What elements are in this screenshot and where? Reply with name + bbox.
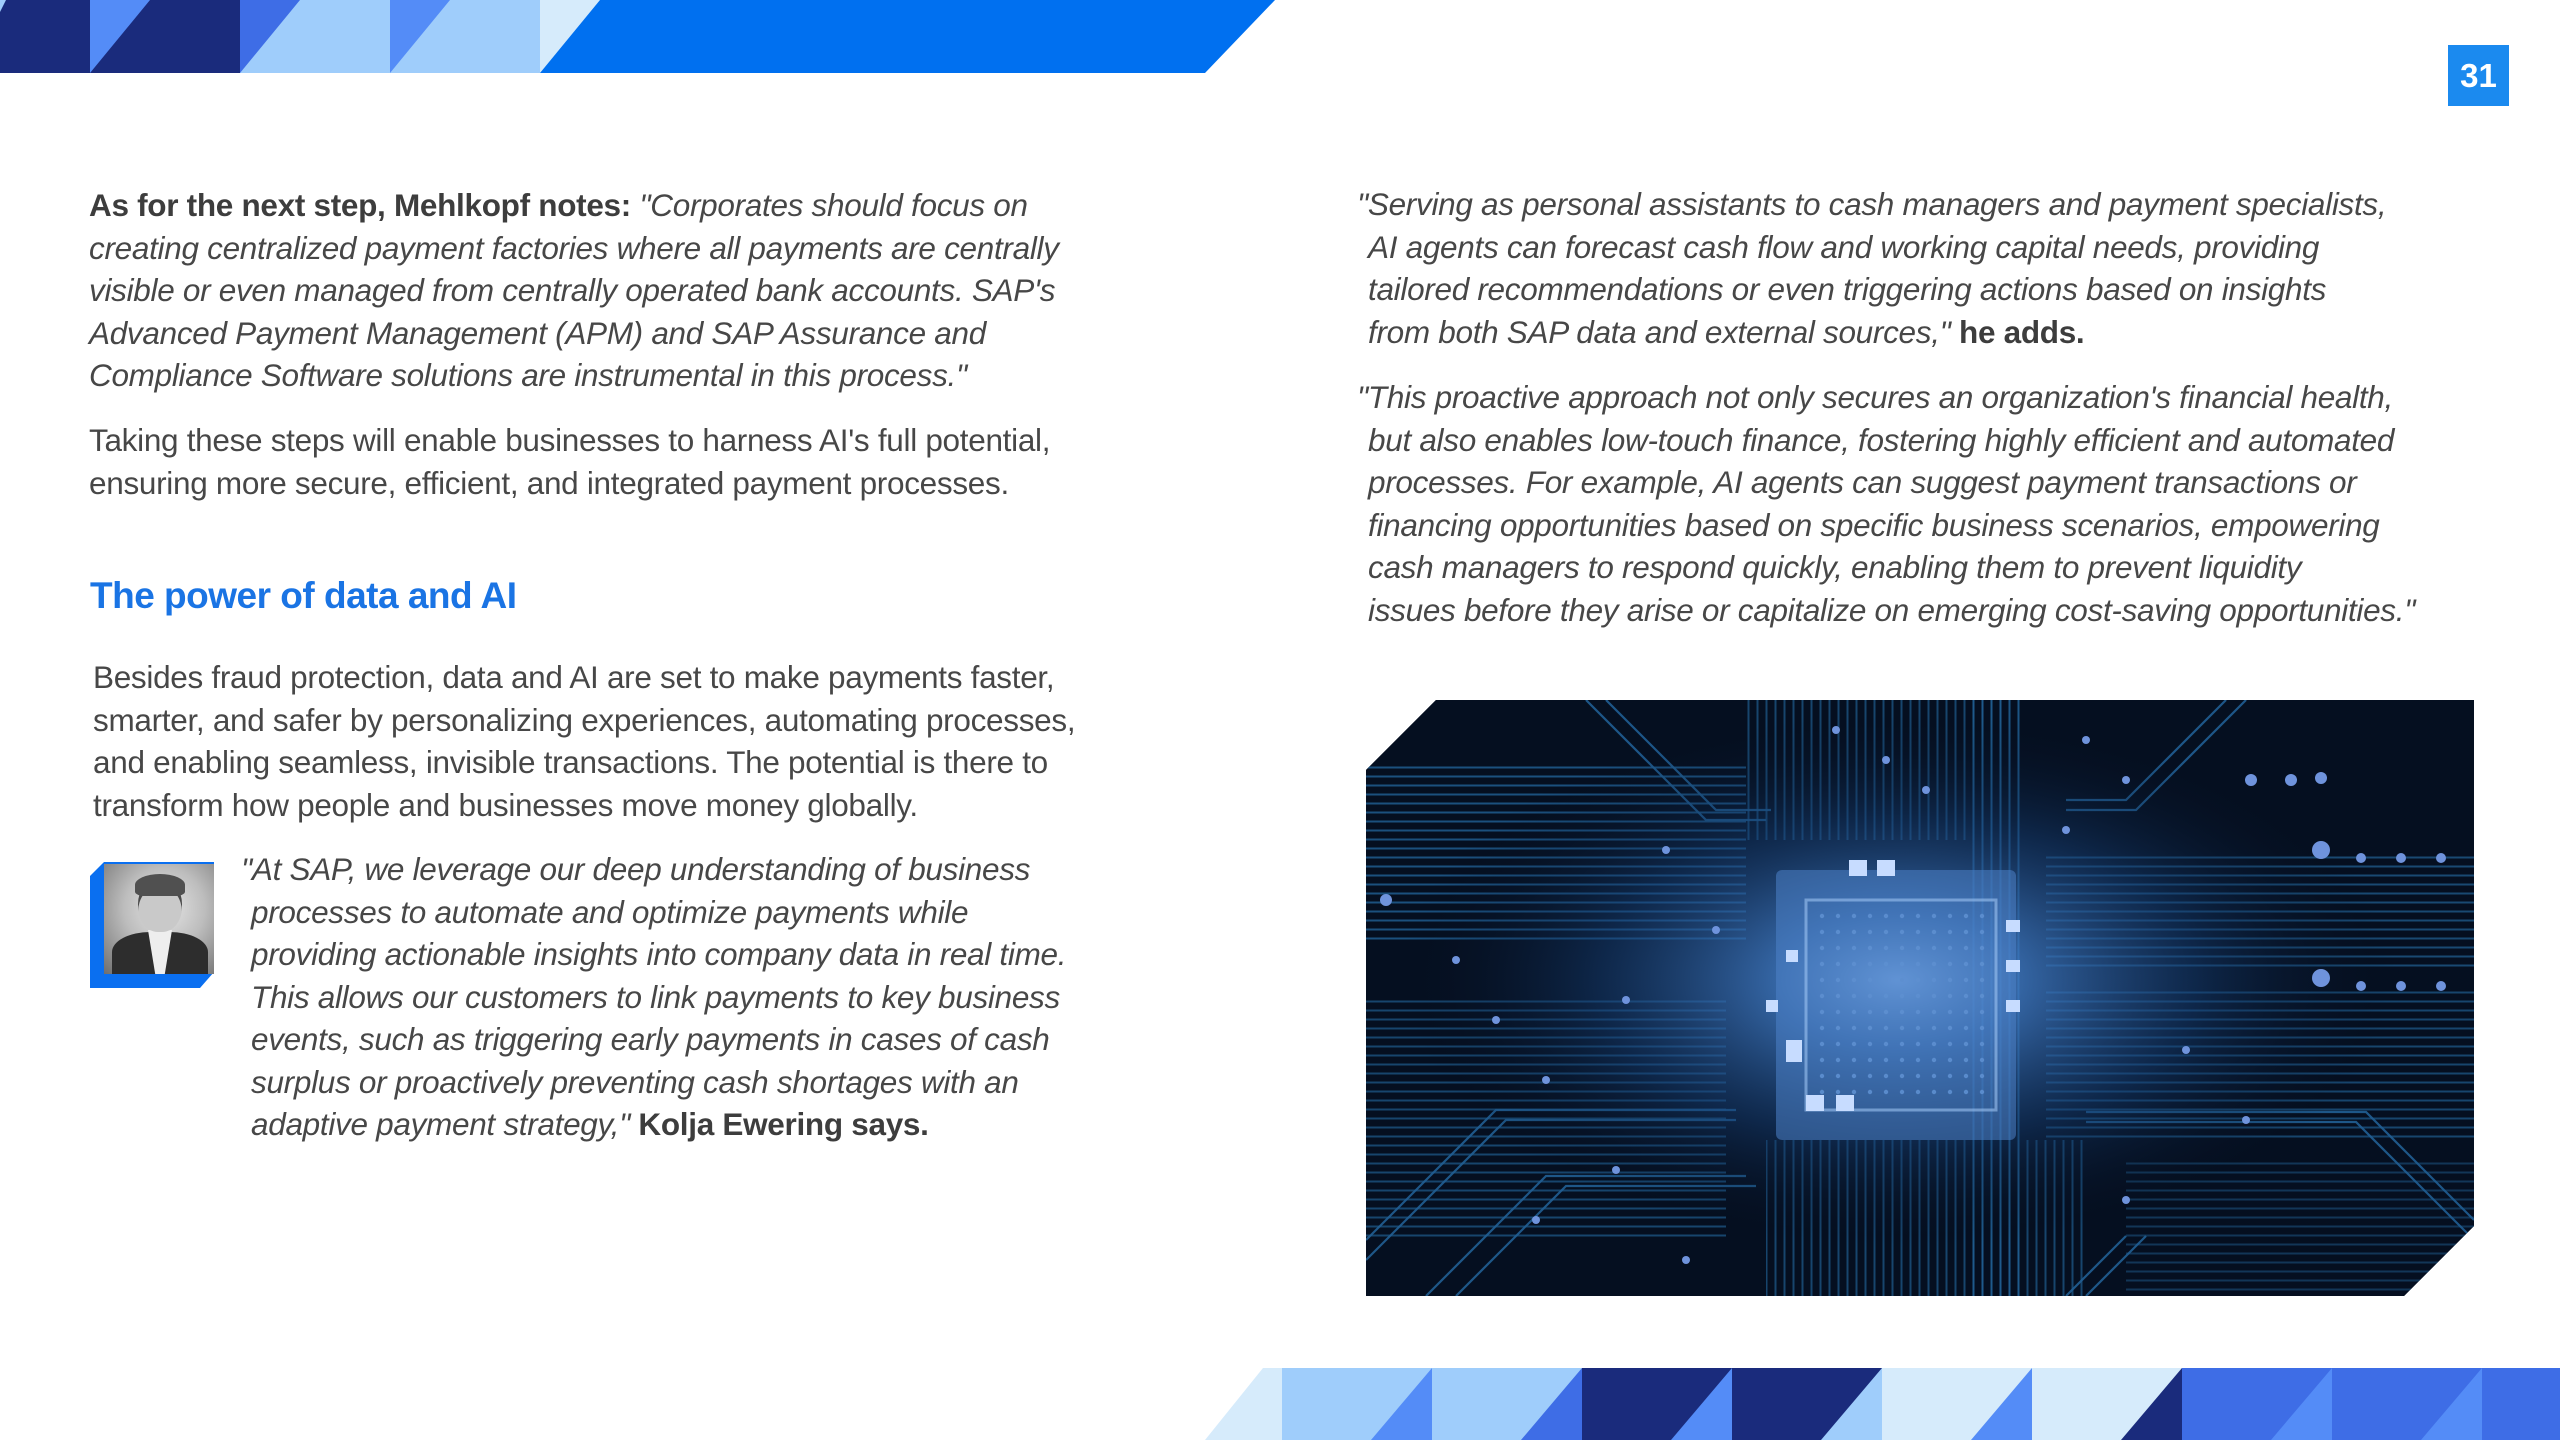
quote-line: "At SAP, we leverage our deep understanding of business [241,851,1031,887]
speaker-photo-frame [90,862,214,988]
quote-ai-agents [1357,183,2517,353]
quote-line: tailored recommendations or even triggering actions based on insights [1368,271,2327,307]
quote-line: financing opportunities based on specific business scenarios, empowering [1368,506,2380,543]
page-number-badge: 31 [2448,45,2509,106]
quote-line: "This proactive approach not only secures an organization's financial health, [1357,379,2393,415]
quote-line: events, such as triggering early payments in cases of cash [251,1021,1050,1057]
circuit-board-image [1366,700,2474,1296]
quote-line: surplus or proactively preventing cash shortages with an [251,1063,1019,1100]
paragraph-data-ai [93,656,1183,826]
quote-line: processes. For example, AI agents can suggest payment transactions or [1368,464,2357,500]
quote-attribution: he adds. [1950,313,2085,350]
quote-line: issues before they arise or capitalize on emerging cost-saving opportunities." [1368,591,2416,628]
quote-line: providing actionable insights into company data in real time. [251,936,1067,972]
quote-line: This allows our customers to link payments to key business [251,978,1060,1015]
quote-text: "Corporates should focus on [630,187,1028,223]
text-line: smarter, and safer by personalizing experiences, automating processes, [93,701,1076,738]
paragraph-ai-potential [89,419,1179,504]
quote-line: cash managers to respond quickly, enabling them to prevent liquidity [1368,549,2302,585]
quote-line: AI agents can forecast cash flow and working capital needs, providing [1368,228,2320,265]
quote-line: "Serving as personal assistants to cash managers and payment specialists, [1357,186,2387,222]
lead-in-bold: As for the next step, Mehlkopf notes: [89,187,631,223]
quote-last-line [241,1103,1191,1146]
text-line: Taking these steps will enable businesses to harness AI's full potential, [89,422,1051,458]
section-heading: The power of data and AI [90,575,517,616]
text-line: Besides fraud protection, data and AI are set to make payments faster, [93,659,1055,695]
quote-line: but also enables low-touch finance, fostering highly efficient and automated [1368,421,2395,458]
quote-line: processes to automate and optimize payments while [251,893,969,930]
quote-attribution: Kolja Ewering says. [629,1106,929,1142]
quote-text: visible or even managed from centrally operated bank accounts. SAP's [89,272,1056,308]
text-line: and enabling seamless, invisible transactions. The potential is there to [93,744,1048,780]
quote-line: from both SAP data and external sources," [1368,313,1951,350]
quote-proactive-approach [1357,376,2517,631]
paragraph-mehlkopf-quote [89,184,1179,397]
quote-last-line [1357,311,2517,354]
quote-kolja-ewering [241,848,1191,1146]
avatar [104,864,214,974]
quote-text: Advanced Payment Management (APM) and SAP Assurance and [89,314,986,351]
quote-line: adaptive payment strategy," [251,1106,630,1142]
quote-text: creating centralized payment factories where all payments are centrally [89,229,1059,266]
bottom-decorative-banner [1205,1368,2560,1440]
avatar-hair [135,874,185,896]
top-decorative-banner [0,0,1275,73]
text-line: transform how people and businesses move money globally. [93,786,918,823]
quote-text: Compliance Software solutions are instrumental in this process." [89,357,967,393]
text-line: ensuring more secure, efficient, and integrated payment processes. [89,464,1009,501]
